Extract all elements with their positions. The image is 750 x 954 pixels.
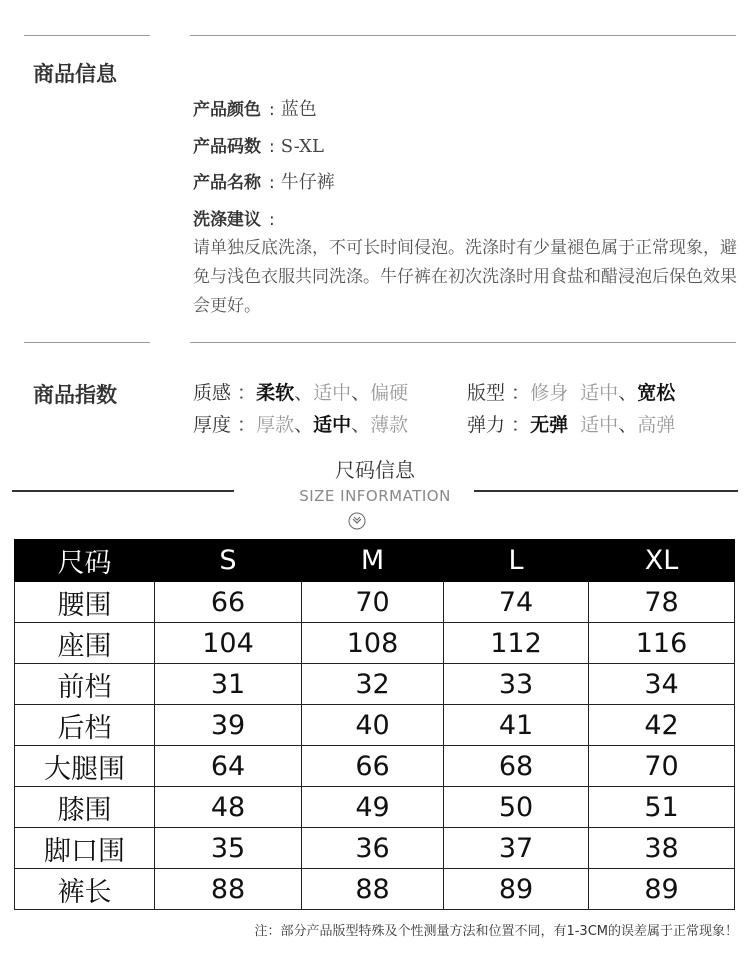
footnote: 注：部分产品版型特殊及个性测量方法和位置不同，有1-3CM的误差属于正常现象！ <box>254 924 738 939</box>
table-row <box>15 664 735 705</box>
index-option: 适中 <box>313 414 352 436</box>
table-header-cell: M <box>302 540 444 582</box>
row-label-cell: 腰围 <box>15 582 155 623</box>
table-cell: 33 <box>444 664 589 705</box>
row-label-cell: 前档 <box>15 664 155 705</box>
index-option: 适中 <box>580 382 619 404</box>
table-cell: 40 <box>302 705 444 746</box>
wash-text: 请单独反底洗涤，不可长时间侵泡。洗涤时有少量褪色属于正常现象，避免与浅色衣服共同洗涤。牛仔裤在初次洗涤时用食盐和醋浸泡后保色效果会更好。 <box>193 238 737 316</box>
table-cell: 31 <box>155 664 302 705</box>
info-label: 产品颜色 <box>193 100 261 120</box>
info-value: S-XL <box>280 136 324 157</box>
table-cell: 108 <box>302 623 444 664</box>
table-cell: 104 <box>155 623 302 664</box>
size-info-title: 尺码信息 <box>335 458 415 482</box>
info-value: 牛仔裤 <box>280 172 335 193</box>
size-info-subtitle: SIZE INFORMATION <box>299 487 451 505</box>
info-value: 蓝色 <box>280 99 317 120</box>
table-row <box>15 623 735 664</box>
row-label-cell: 裤长 <box>15 869 155 910</box>
info-row-name: 产品名称 : 牛仔裤 <box>193 172 335 193</box>
size-table <box>14 539 735 910</box>
index-key: 弹力 <box>467 414 506 436</box>
table-row <box>15 746 735 787</box>
table-cell: 39 <box>155 705 302 746</box>
index-elasticity: 弹力 ：无弹 适中、高弹 <box>467 414 676 436</box>
row-label-cell: 后档 <box>15 705 155 746</box>
row-label-cell: 膝围 <box>15 787 155 828</box>
table-cell: 38 <box>589 828 735 869</box>
divider <box>24 342 150 343</box>
index-option: 适中 <box>313 382 352 404</box>
index-option: 高弹 <box>637 414 676 436</box>
index-option: 厚款 <box>256 414 295 436</box>
wash-label: 洗涤建议 <box>193 210 261 230</box>
table-cell: 50 <box>444 787 589 828</box>
index-key: 版型 <box>467 382 506 404</box>
table-header-cell: S <box>155 540 302 582</box>
table-cell: 37 <box>444 828 589 869</box>
row-label-cell: 座围 <box>15 623 155 664</box>
index-key: 质感 <box>193 382 232 404</box>
table-cell: 42 <box>589 705 735 746</box>
index-option: 无弹 <box>530 414 569 436</box>
table-cell: 116 <box>589 623 735 664</box>
table-cell: 88 <box>155 869 302 910</box>
index-option: 柔软 <box>256 382 295 404</box>
table-cell: 48 <box>155 787 302 828</box>
table-cell: 70 <box>589 746 735 787</box>
row-label-cell: 脚口围 <box>15 828 155 869</box>
index-fit: 版型 ：修身 适中、宽松 <box>467 382 676 404</box>
table-cell: 41 <box>444 705 589 746</box>
info-row-size: 产品码数 : S-XL <box>193 136 324 157</box>
index-thickness: 厚度 ：厚款、适中、薄款 <box>193 414 409 436</box>
table-header-cell: 尺码 <box>15 540 155 582</box>
table-header-cell: XL <box>589 540 735 582</box>
index-texture: 质感 ：柔软、适中、偏硬 <box>193 382 409 404</box>
table-cell: 66 <box>155 582 302 623</box>
table-cell: 89 <box>589 869 735 910</box>
table-cell: 88 <box>302 869 444 910</box>
info-row-wash: 洗涤建议 : <box>193 210 275 230</box>
table-cell: 36 <box>302 828 444 869</box>
table-cell: 74 <box>444 582 589 623</box>
table-row <box>15 787 735 828</box>
table-cell: 70 <box>302 582 444 623</box>
index-option: 宽松 <box>637 382 676 404</box>
divider <box>190 342 736 343</box>
index-key: 厚度 <box>193 414 232 436</box>
product-index-title: 商品指数 <box>33 383 117 407</box>
table-cell: 34 <box>589 664 735 705</box>
table-cell: 66 <box>302 746 444 787</box>
table-cell: 89 <box>444 869 589 910</box>
index-option: 适中 <box>580 414 619 436</box>
divider <box>190 35 736 36</box>
index-option: 修身 <box>530 382 569 404</box>
table-cell: 112 <box>444 623 589 664</box>
table-cell: 32 <box>302 664 444 705</box>
table-cell: 35 <box>155 828 302 869</box>
divider <box>24 35 150 36</box>
table-cell: 68 <box>444 746 589 787</box>
table-row <box>15 705 735 746</box>
index-option: 偏硬 <box>370 382 409 404</box>
index-option: 薄款 <box>370 414 409 436</box>
table-row <box>15 828 735 869</box>
table-cell: 64 <box>155 746 302 787</box>
info-label: 产品码数 <box>193 137 261 157</box>
table-header-row <box>15 540 735 582</box>
table-header-cell: L <box>444 540 589 582</box>
info-label: 产品名称 <box>193 173 261 193</box>
table-cell: 51 <box>589 787 735 828</box>
row-label-cell: 大腿围 <box>15 746 155 787</box>
table-cell: 78 <box>589 582 735 623</box>
table-row <box>15 582 735 623</box>
info-row-color: 产品颜色 : 蓝色 <box>193 99 317 120</box>
table-row <box>15 869 735 910</box>
chevron-down-circle-icon <box>348 512 366 530</box>
product-info-title: 商品信息 <box>33 62 117 86</box>
table-cell: 49 <box>302 787 444 828</box>
